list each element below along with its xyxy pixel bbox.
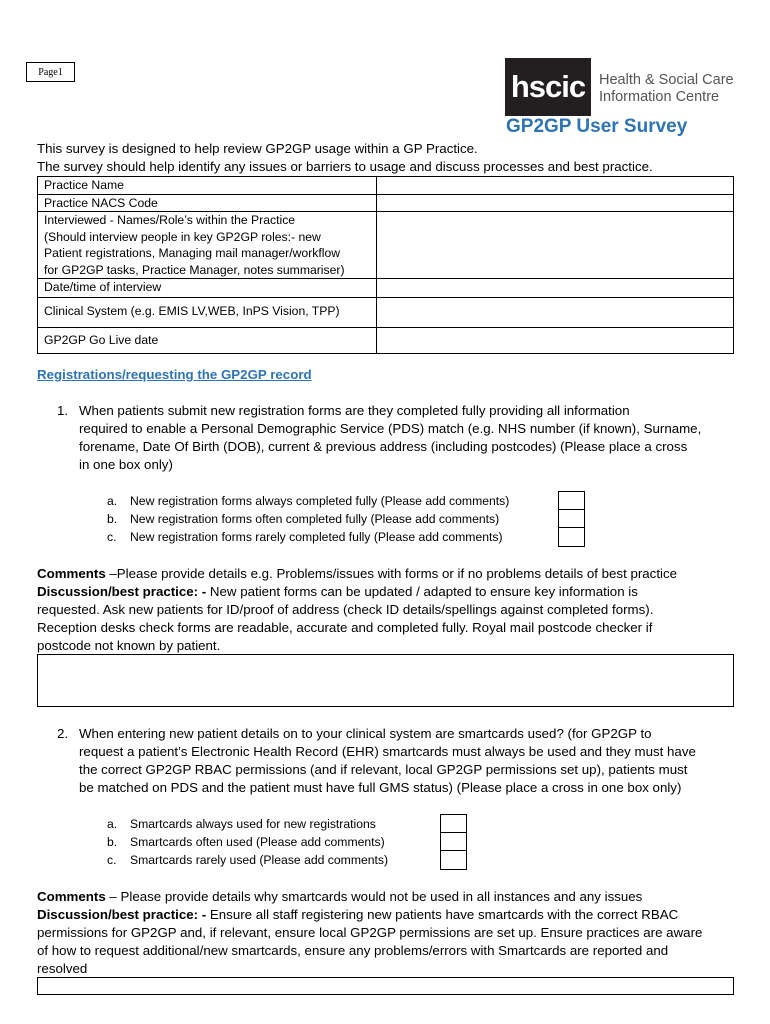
question-2-line: When entering new patient details on to your clinical system are smartcards used? (for GP2GP to bbox=[79, 726, 652, 741]
option-text: New registration forms always completed fully (Please add comments) bbox=[130, 494, 510, 508]
q1-comments-block bbox=[37, 565, 737, 655]
date-time-label: Date/time of interview bbox=[38, 279, 377, 298]
discussion-text: New patient forms can be updated / adapted to ensure key information is bbox=[206, 584, 638, 599]
option-text: Smartcards often used (Please add comments) bbox=[130, 835, 385, 849]
option-text: Smartcards always used for new registrations bbox=[130, 817, 376, 831]
q2-option-a-checkbox[interactable] bbox=[440, 814, 467, 833]
option-text: New registration forms rarely completed fully (Please add comments) bbox=[130, 530, 503, 544]
discussion-label: Discussion/best practice: - bbox=[37, 584, 207, 599]
q2-discussion-line: resolved bbox=[37, 961, 88, 976]
q1-option-b-checkbox[interactable] bbox=[558, 509, 585, 528]
section-heading: Registrations/requesting the GP2GP record bbox=[37, 367, 312, 382]
question-2 bbox=[57, 725, 747, 797]
logo-organisation-name bbox=[599, 72, 734, 106]
clinical-system-field[interactable] bbox=[377, 298, 734, 328]
q1-discussion-line bbox=[37, 583, 737, 601]
q1-option-a-checkbox[interactable] bbox=[558, 491, 585, 510]
question-1 bbox=[57, 402, 747, 474]
q2-discussion-line: of how to request additional/new smartcards, ensure any problems/errors with Smartcards are reported and bbox=[37, 943, 669, 958]
discussion-text: Ensure all staff registering new patients have smartcards with the correct RBAC bbox=[206, 907, 679, 922]
question-2-number: 2. bbox=[57, 726, 69, 741]
interviewed-label-line: (Should interview people in key GP2GP roles:- new bbox=[44, 229, 321, 244]
option-text: New registration forms often completed fully (Please add comments) bbox=[130, 512, 500, 526]
comments-label: Comments bbox=[37, 566, 106, 581]
q2-comments-input[interactable] bbox=[37, 977, 734, 995]
q1-comments-input[interactable] bbox=[37, 654, 734, 707]
q1-discussion-line: postcode not known by patient. bbox=[37, 638, 221, 653]
question-1-line: When patients submit new registration forms are they completed fully providing all information bbox=[79, 403, 630, 418]
q2-option-c-checkbox[interactable] bbox=[440, 850, 467, 870]
q2-option-b bbox=[107, 833, 427, 851]
q1-discussion-line: Reception desks check forms are readable, accurate and completed fully. Royal mail postcode checker if bbox=[37, 620, 653, 635]
comments-text: – Please provide details why smartcards would not be used in all instances and any issues bbox=[105, 889, 643, 904]
q1-discussion-line: requested. Ask new patients for ID/proof of address (check ID details/spellings against completed forms). bbox=[37, 602, 654, 617]
option-letter: c. bbox=[107, 853, 117, 867]
practice-info-table bbox=[37, 176, 734, 354]
q1-option-c-checkbox[interactable] bbox=[558, 527, 585, 547]
question-2-text bbox=[79, 725, 696, 797]
interviewed-label-line: for GP2GP tasks, Practice Manager, notes summariser) bbox=[44, 262, 345, 277]
practice-name-field[interactable] bbox=[377, 177, 734, 195]
table-row bbox=[38, 298, 734, 328]
option-letter: b. bbox=[107, 835, 118, 849]
question-1-line: forename, Date Of Birth (DOB), current & previous address (including postcodes) (Please place a cross bbox=[79, 439, 688, 454]
nacs-code-label: Practice NACS Code bbox=[38, 194, 377, 212]
question-1-line: required to enable a Personal Demographic Service (PDS) match (e.g. NHS number (if known), Surname, bbox=[79, 421, 702, 436]
clinical-system-label: Clinical System (e.g. EMIS LV,WEB, InPS Vision, TPP) bbox=[38, 298, 377, 328]
logo-line-1: Health & Social Care bbox=[599, 72, 734, 88]
table-row bbox=[38, 279, 734, 298]
question-2-line: the correct GP2GP RBAC permissions (and if relevant, local GP2GP permissions set up), patients must bbox=[79, 762, 688, 777]
q2-option-c bbox=[107, 851, 427, 869]
q2-option-a bbox=[107, 815, 427, 833]
intro-line-1: This survey is designed to help review GP2GP usage within a GP Practice. bbox=[37, 141, 478, 156]
hscic-logo bbox=[505, 58, 737, 116]
q2-comments-block bbox=[37, 888, 737, 978]
question-1-line: in one box only) bbox=[79, 457, 173, 472]
intro-line-2: The survey should help identify any issues or barriers to usage and discuss processes and best practice. bbox=[37, 159, 653, 174]
q2-discussion-line: permissions for GP2GP and, if relevant, ensure local GP2GP permissions are set up. Ensure practices are aware bbox=[37, 925, 703, 940]
q1-option-a bbox=[107, 492, 547, 510]
page-number-box: Page1 bbox=[26, 62, 75, 82]
date-time-field[interactable] bbox=[377, 279, 734, 298]
comments-label: Comments bbox=[37, 889, 106, 904]
interviewed-field[interactable] bbox=[377, 212, 734, 279]
option-letter: b. bbox=[107, 512, 118, 526]
table-row bbox=[38, 194, 734, 212]
q2-comments-line bbox=[37, 888, 737, 906]
practice-name-label: Practice Name bbox=[38, 177, 377, 195]
option-text: Smartcards rarely used (Please add comments) bbox=[130, 853, 389, 867]
q1-option-b bbox=[107, 510, 547, 528]
table-row bbox=[38, 328, 734, 354]
interviewed-label-line: Patient registrations, Managing mail manager/workflow bbox=[44, 246, 341, 260]
table-row bbox=[38, 212, 734, 279]
logo-mark: hscic bbox=[505, 58, 591, 116]
logo-line-2: Information Centre bbox=[599, 89, 720, 105]
comments-text: –Please provide details e.g. Problems/issues with forms or if no problems details of best practice bbox=[105, 566, 678, 581]
q1-comments-line bbox=[37, 565, 737, 583]
question-1-number: 1. bbox=[57, 403, 69, 418]
table-row bbox=[38, 177, 734, 195]
go-live-date-field[interactable] bbox=[377, 328, 734, 354]
question-2-line: request a patient’s Electronic Health Record (EHR) smartcards must always be used and they must have bbox=[79, 744, 696, 759]
question-2-line: be matched on PDS and the patient must have full GMS status) (Please place a cross in one box only) bbox=[79, 780, 682, 795]
q2-discussion-line bbox=[37, 906, 737, 924]
q2-option-b-checkbox[interactable] bbox=[440, 832, 467, 851]
question-1-text bbox=[79, 402, 701, 474]
discussion-label: Discussion/best practice: - bbox=[37, 907, 207, 922]
survey-title: GP2GP User Survey bbox=[506, 116, 688, 137]
interviewed-label-line: Interviewed - Names/Role’s within the Practice bbox=[44, 213, 296, 227]
option-letter: a. bbox=[107, 494, 118, 508]
q1-option-c bbox=[107, 528, 547, 546]
option-letter: a. bbox=[107, 817, 118, 831]
option-letter: c. bbox=[107, 530, 117, 544]
go-live-date-label: GP2GP Go Live date bbox=[38, 328, 377, 354]
interviewed-label bbox=[38, 212, 377, 279]
nacs-code-field[interactable] bbox=[377, 194, 734, 212]
